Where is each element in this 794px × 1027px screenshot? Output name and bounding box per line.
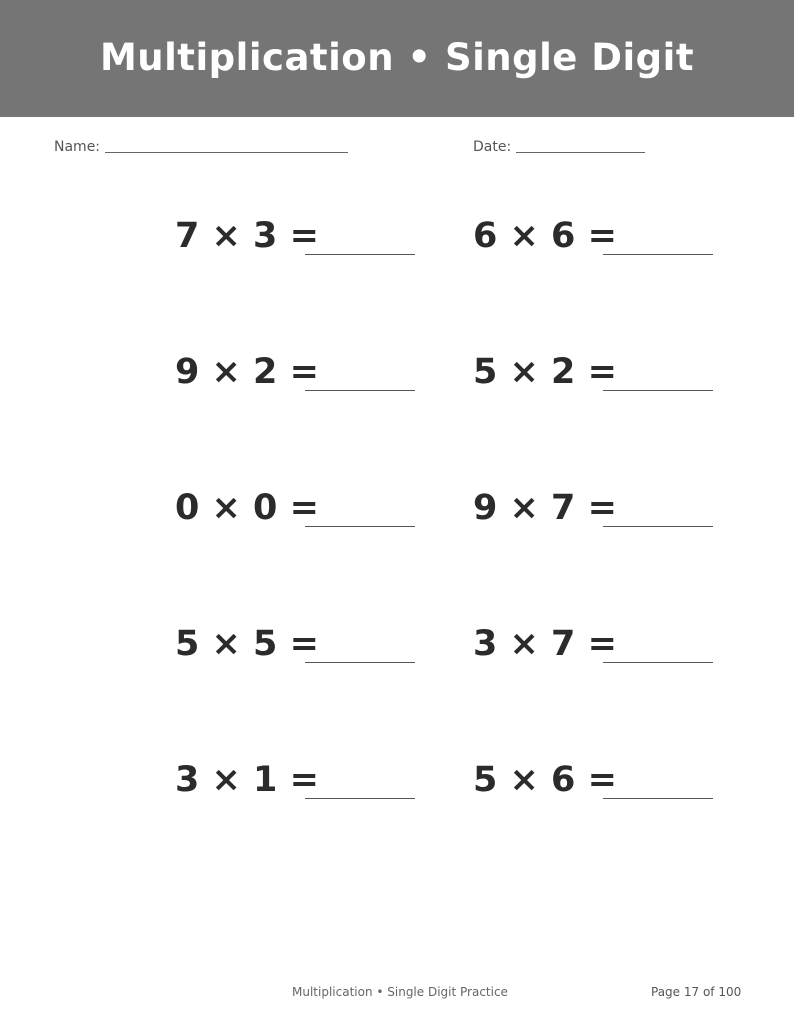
problem-expression: 6 × 6 = [473,216,617,256]
worksheet-header [0,0,794,117]
name-field [54,136,348,155]
answer-line [603,526,713,527]
answer-line [305,390,415,391]
problem-expression: 5 × 6 = [473,760,617,800]
footer-title: Multiplication • Single Digit Practice [292,985,508,999]
answer-line [305,662,415,663]
answer-line [305,254,415,255]
date-blank-line [516,138,645,153]
name-label: Name: [54,139,101,155]
problem-expression: 9 × 7 = [473,488,617,528]
worksheet-title: Multiplication • Single Digit [99,36,695,79]
problem-expression: 7 × 3 = [175,216,319,256]
answer-line [603,798,713,799]
answer-line [603,390,713,391]
problem-expression: 0 × 0 = [175,488,319,528]
answer-line [603,254,713,255]
name-blank-line [105,138,348,153]
problem-expression: 3 × 7 = [473,624,617,664]
page-number: Page 17 of 100 [651,985,742,999]
problem-expression: 9 × 2 = [175,352,319,392]
answer-line [603,662,713,663]
answer-line [305,526,415,527]
answer-line [305,798,415,799]
problem-expression: 5 × 2 = [473,352,617,392]
problem-expression: 3 × 1 = [175,760,319,800]
date-field [473,136,645,155]
date-label: Date: [473,139,512,155]
problem-expression: 5 × 5 = [175,624,319,664]
